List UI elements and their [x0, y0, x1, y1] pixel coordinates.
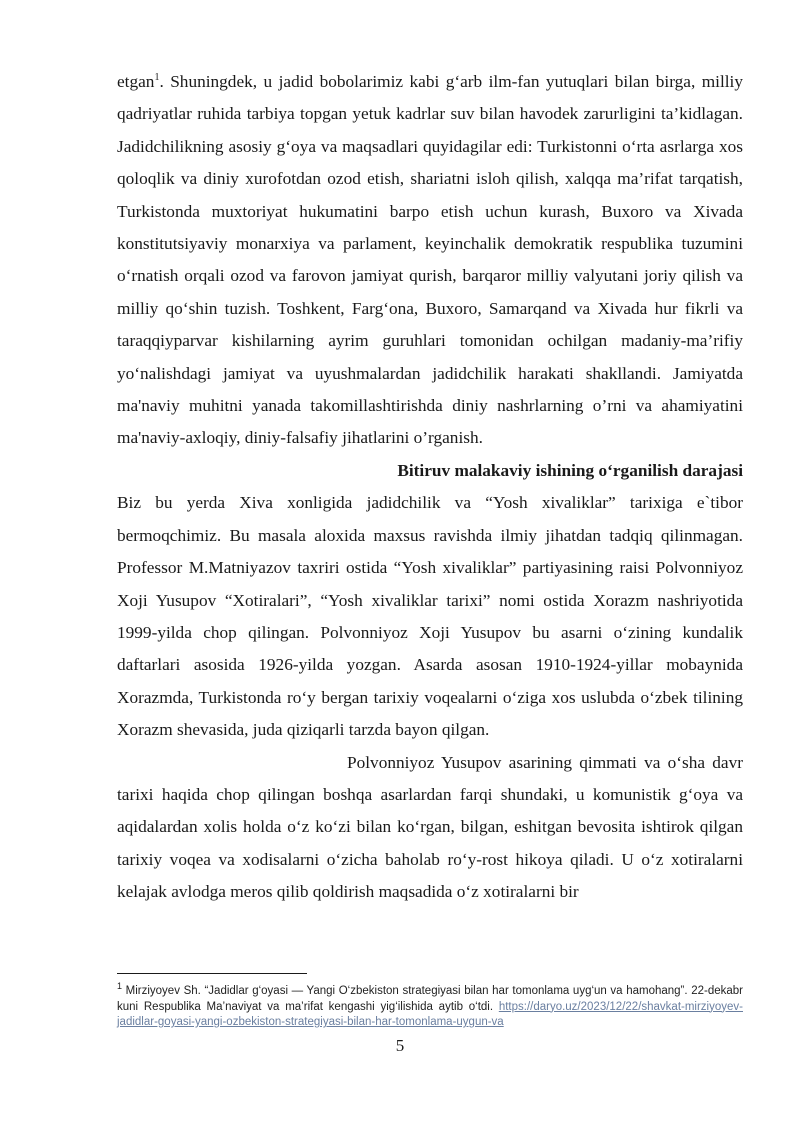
footnote [117, 981, 743, 1031]
paragraph-intro [117, 66, 743, 455]
footnote-text: Mirziyoyev Sh. “Jadidlar g‘oyasi — Yangi O‘zbekiston strategiyasi bilan har tomonlama uyg‘un va hamohang”. 22-dekabr kuni Respublika Ma’naviyat va ma’rifat kengashi yig‘ilishida aytib o‘tdi. [117, 985, 743, 1013]
paragraph-yusupov-text: Polvonniyoz Yusupov asarining qimmati va o‘sha davr tarixi haqida chop qilingan boshqa asarlardan farqi shundaki, u komunistik g‘oya va aqidalardan xolis holda o‘z ko‘zi bilan ko‘rgan, bilgan, eshitgan bevosita ishtirok qilgan tarixiy voqea va xodisalarni o‘zicha baholab ro‘y-rost hikoya qiladi. U o‘z xotiralarni kelajak avlodga meros qilib qoldirish maqsadida o‘z xotiralarni bir [117, 752, 743, 902]
footnote-link[interactable]: https://daryo.uz/2023/12/22/shavkat-mirziyoyev-jadidlar-goyasi-yangi-ozbekiston-strategiyasi-bilan-har-tomonlama-uygun-va [117, 1000, 743, 1028]
page-number: 5 [395, 1036, 405, 1055]
page-content [117, 66, 743, 909]
paragraph-study-level: Biz bu yerda Xiva xonligida jadidchilik va “Yosh xivaliklar” tarixiga e`tibor bermoqchimiz. Bu masala aloxida maxsus ravishda ilmiy jihatdan tadqiq qilinmagan. Professor M.Matniyazov taxriri ostida “Yosh xivaliklar” partiyasining raisi Polvonniyoz Xoji Yusupov “Xotiralari”, “Yosh xivaliklar tarixi” nomi ostida Xorazm nashriyotida 1999-yilda chop qilingan. Polvonniyoz Xoji Yusupov bu asarni o‘zining kundalik daftarlari asosida 1926-yilda yozgan. Asarda asosan 1910-1924-yillar mobaynida Xorazmda, Turkistonda ro‘y bergan tarixiy voqealarni o‘ziga xos uslubda o‘zbek tilining Xorazm shevasida, juda qiziqarli tarzda bayon qilgan. [117, 493, 743, 740]
paragraph-intro-text: . Shuningdek, u jadid bobolarimiz kabi g‘arb ilm-fan yutuqlari bilan birga, milliy qadriyatlar ruhida tarbiya topgan yetuk kadrlar suv bilan havodek zarurligini ta’kidlagan. Jadidchilikning asosiy g‘oya va maqsadlari quyidagilar edi: Turkistonni o‘rta asrlarga xos qoloqlik va diniy xurofotdan ozod etish, shariatni isloh qilish, xalqqa ma’rifat tarqatish, Turkistonda muxtoriyat hukumatini barpo etish uchun kurash, Buxoro va Xivada konstitutsiyaviy monarxiya va parlament, keyinchalik demokratik respublika tuzumini o‘rnatish orqali ozod va farovon jamiyat qurish, barqaror milliy valyutani joriy qilish va milliy qo‘shin tuzish. Toshkent, Farg‘ona, Buxoro, Samarqand va Xivada hur fikrli va taraqqiyparvar kishilarning ayrim guruhlari tomonidan ochilgan madaniy-ma’rifiy yo‘nalishdagi jamiyat va uyushmalardan jadidchilik harakati shakllandi. Jamiyatda ma'naviy muhitni yanada takomillashtirishda diniy nashrlarning o’rni va ahamiyatini ma'naviy-axloqiy, diniy-falsafiy jihatlarini o’rganish. [117, 72, 743, 448]
footnote-reference[interactable]: 1 [154, 72, 160, 84]
section-heading: Bitiruv malakaviy ishining o‘rganilish darajasi [397, 460, 743, 480]
footnote-separator [117, 973, 307, 974]
paragraph-yusupov [117, 747, 743, 909]
paragraph-intro-lead: etgan [117, 72, 155, 91]
footnote-number: 1 [117, 981, 123, 992]
